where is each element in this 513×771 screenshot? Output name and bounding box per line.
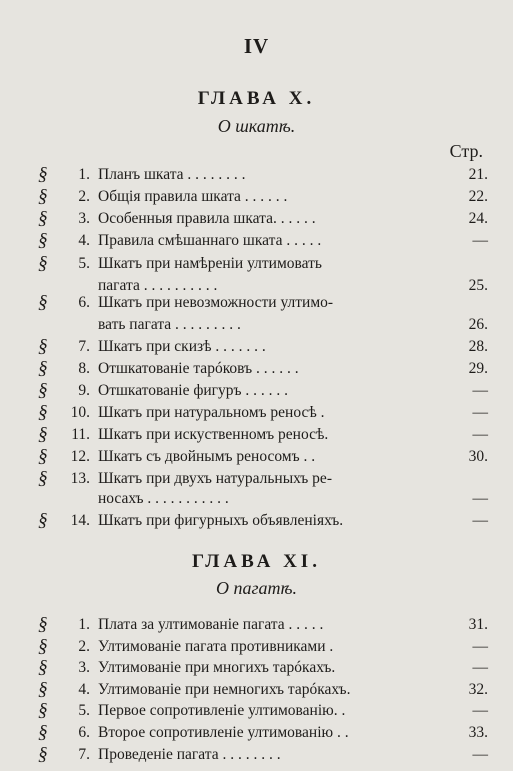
entry-page: — xyxy=(472,490,488,507)
section-sign: § xyxy=(38,208,48,229)
entry-number: 6. xyxy=(78,294,90,311)
entry-page: 31. xyxy=(468,616,488,633)
entry-title: Шкатъ при намѣреніи ултимовать xyxy=(98,255,322,272)
entry-page: — xyxy=(472,232,488,249)
entry-title-continued: носахъ . . . . . . . . . . . xyxy=(98,490,229,507)
entry-page: — xyxy=(472,637,488,655)
section-sign: § xyxy=(38,380,48,401)
toc-entry xyxy=(38,292,488,314)
entry-title: Отшкатованіе тарóковъ . . . . . . xyxy=(98,360,299,377)
toc-entry xyxy=(38,468,488,490)
entry-page: 25. xyxy=(468,277,488,294)
section-sign: § xyxy=(38,358,48,379)
entry-title: Плата за ултимованіе пагата . . . . . xyxy=(98,616,324,633)
toc-entry xyxy=(38,164,488,186)
toc-entry xyxy=(38,446,488,468)
entry-page: 30. xyxy=(468,448,488,465)
toc-entry-continuation xyxy=(98,314,488,336)
entry-number: 2. xyxy=(78,188,90,205)
section-sign: § xyxy=(38,635,48,657)
section-sign: § xyxy=(38,468,48,489)
toc-entry xyxy=(38,614,488,636)
section-sign: § xyxy=(38,446,48,467)
entry-page: 32. xyxy=(468,680,488,698)
toc-entry xyxy=(38,402,488,424)
section-sign: § xyxy=(38,678,48,700)
entry-title: Шкатъ при двухъ натуральныхъ ре- xyxy=(98,470,332,487)
section-sign: § xyxy=(38,614,48,635)
entry-number: 3. xyxy=(78,659,90,677)
entry-number: 4. xyxy=(78,232,90,249)
entry-title: Правила смѣшаннаго шката . . . . . xyxy=(98,232,322,249)
toc-entry xyxy=(38,253,488,275)
entry-title: Особенныя правила шката. . . . . . xyxy=(98,210,316,227)
entry-page: 26. xyxy=(468,316,488,333)
entry-page: 28. xyxy=(468,338,488,355)
section-sign: § xyxy=(38,657,48,679)
toc-entry xyxy=(38,208,488,230)
toc-entry xyxy=(38,510,488,532)
entry-page: — xyxy=(472,745,488,763)
entry-page: — xyxy=(472,426,488,443)
entry-number: 1. xyxy=(78,616,90,633)
toc-entry-continuation xyxy=(98,488,488,510)
section-sign: § xyxy=(38,424,48,445)
toc-entry xyxy=(38,336,488,358)
page-number: IV xyxy=(243,34,270,58)
entry-title: Шкатъ при невозможности ултимо- xyxy=(98,294,334,311)
chapter-xi-subtitle: О пагатѣ. xyxy=(215,578,298,598)
toc-entry xyxy=(38,657,488,679)
entry-number: 4. xyxy=(78,680,90,698)
entry-page: 24. xyxy=(468,210,488,227)
entry-page: — xyxy=(472,382,488,399)
entry-title: Шкатъ при скизѣ . . . . . . . xyxy=(98,338,266,355)
entry-title-continued: вать пагата . . . . . . . . . xyxy=(98,316,241,333)
section-sign: § xyxy=(38,292,48,313)
entry-title: Планъ шката . . . . . . . . xyxy=(98,166,246,183)
toc-entry xyxy=(38,358,488,380)
entry-number: 2. xyxy=(78,637,90,655)
toc-entry xyxy=(38,722,488,744)
entry-number: 12. xyxy=(70,448,90,465)
entry-title: Проведеніе пагата . . . . . . . . xyxy=(98,745,281,763)
entry-number: 7. xyxy=(78,745,90,763)
section-sign: § xyxy=(38,510,48,531)
entry-title-continued: пагата . . . . . . . . . . xyxy=(98,277,218,294)
toc-entry xyxy=(38,700,488,722)
entry-title: Второе сопротивленіе ултимованію . . xyxy=(98,724,349,741)
chapter-x-title: ГЛАВА X. xyxy=(197,88,316,109)
entry-title: Первое сопротивленіе ултимованію. . xyxy=(98,702,346,720)
entry-number: 7. xyxy=(78,338,90,355)
entry-title: Шкатъ при фигурныхъ объявленіяхъ. xyxy=(98,512,344,529)
entry-page: 29. xyxy=(468,360,488,377)
entry-number: 5. xyxy=(78,702,90,720)
entry-number: 5. xyxy=(78,255,90,272)
entry-number: 6. xyxy=(78,724,90,741)
entry-number: 9. xyxy=(78,382,90,399)
toc-entry xyxy=(38,380,488,402)
entry-number: 10. xyxy=(70,404,90,421)
entry-page: 21. xyxy=(468,166,488,183)
entry-page: — xyxy=(472,512,488,529)
section-sign: § xyxy=(38,230,48,251)
entry-page: 33. xyxy=(468,724,488,741)
entry-title: Шкатъ при натуральномъ реносѣ . xyxy=(98,404,325,421)
entry-title: Шкатъ при искуственномъ реносѣ. xyxy=(98,426,329,443)
entry-page: — xyxy=(472,659,488,677)
section-sign: § xyxy=(38,743,48,765)
entry-number: 11. xyxy=(71,426,90,443)
page-column-label: Стр. xyxy=(449,141,483,161)
entry-title: Ултимованіе пагата противниками . xyxy=(98,637,334,655)
section-sign: § xyxy=(38,164,48,185)
entry-title: Шкатъ съ двойнымъ реносомъ . . xyxy=(98,448,316,465)
section-sign: § xyxy=(38,402,48,423)
toc-entry xyxy=(38,636,488,658)
chapter-xi-title: ГЛАВА XI. xyxy=(192,551,321,572)
entry-number: 8. xyxy=(78,360,90,377)
entry-number: 1. xyxy=(78,166,90,183)
section-sign: § xyxy=(38,700,48,722)
entry-page: — xyxy=(472,702,488,720)
section-sign: § xyxy=(38,186,48,207)
entry-title: Общія правила шката . . . . . . xyxy=(98,188,288,205)
entry-page: — xyxy=(472,404,488,421)
entry-page: 22. xyxy=(468,188,488,205)
section-sign: § xyxy=(38,336,48,357)
toc-entry xyxy=(38,230,488,252)
entry-title: Отшкатованіе фигуръ . . . . . . xyxy=(98,382,289,399)
entry-title: Ултимованіе при многихъ тарóкахъ. xyxy=(98,659,336,677)
toc-entry xyxy=(38,186,488,208)
toc-entry xyxy=(38,679,488,701)
section-sign: § xyxy=(38,722,48,743)
entry-number: 3. xyxy=(78,210,90,227)
toc-entry xyxy=(38,744,488,766)
entry-number: 13. xyxy=(70,470,90,487)
toc-entry xyxy=(38,424,488,446)
chapter-x-subtitle: О шкатѣ. xyxy=(217,116,296,136)
entry-number: 14. xyxy=(70,512,90,529)
entry-title: Ултимованіе при немногихъ тарóкахъ. xyxy=(98,680,351,698)
section-sign: § xyxy=(38,253,48,274)
